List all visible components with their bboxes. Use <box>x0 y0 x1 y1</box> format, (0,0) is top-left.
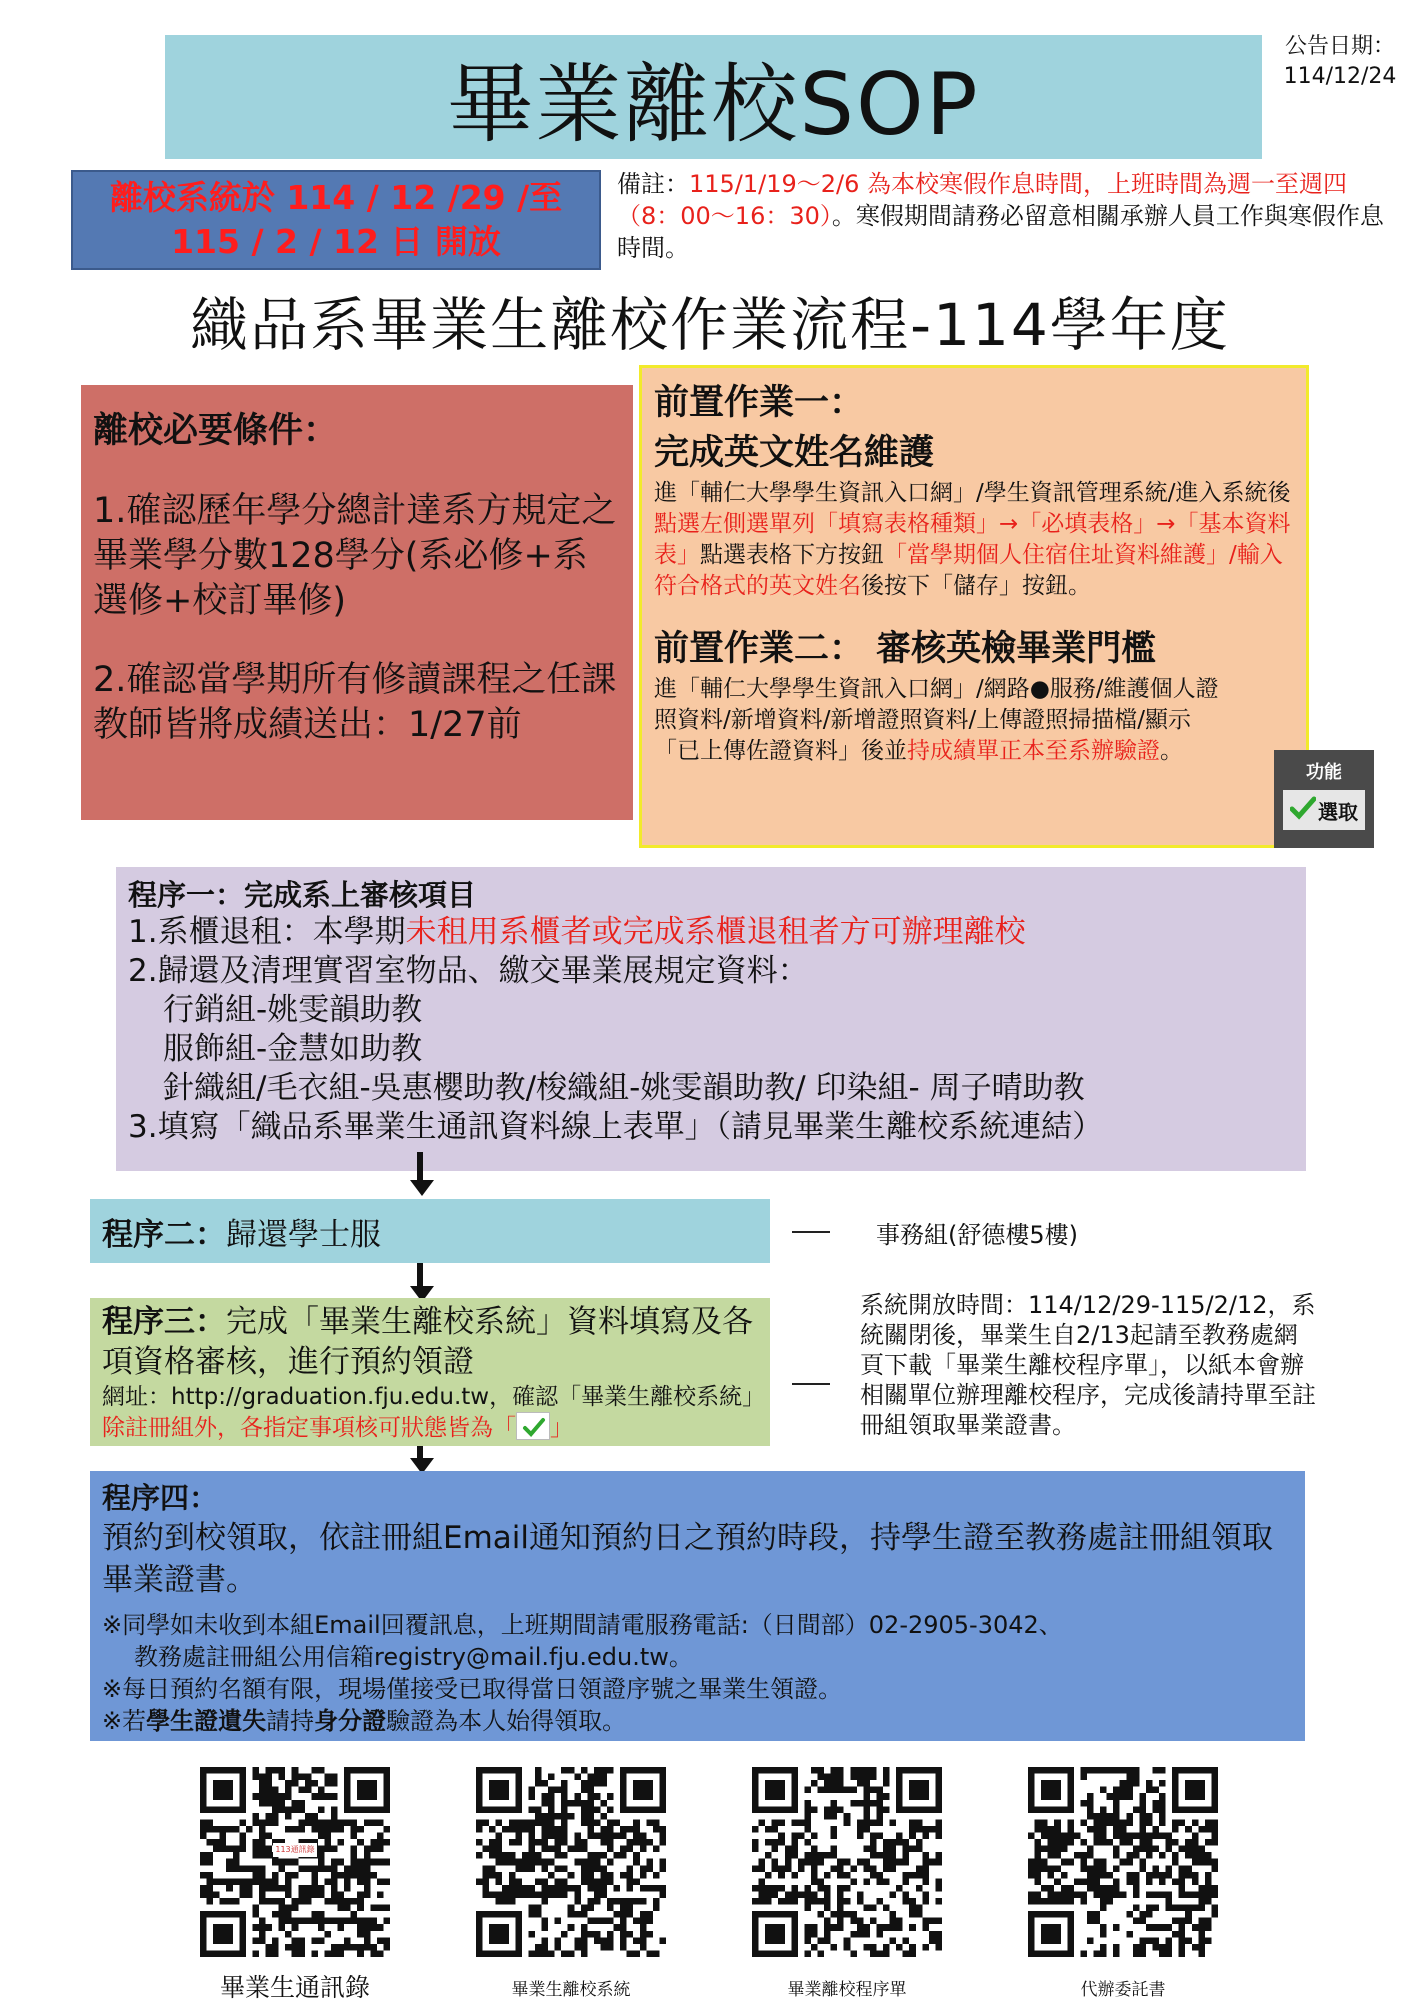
pre2-seg3: 。 <box>1160 738 1183 764</box>
step2-location: 事務組(舒德樓5樓) <box>876 1221 1078 1249</box>
check-icon <box>1290 796 1316 825</box>
qr-code-system[interactable] <box>476 1762 666 1966</box>
qr-code-icon <box>1028 1762 1218 1962</box>
arrow-down-icon <box>410 1442 430 1474</box>
step4-note3-d: 身分證 <box>314 1707 387 1735</box>
qr-caption-form: 畢業離校程序單 <box>787 1980 907 2000</box>
step4-panel <box>90 1471 1305 1741</box>
arrow-down-icon <box>410 1152 430 1196</box>
step3-main <box>102 1302 758 1382</box>
select-badge-label: 功能 <box>1306 762 1342 783</box>
system-open-notice <box>71 170 601 270</box>
requirement-grades: 2.確認當學期所有修讀課程之任課教師皆將成績送出：1/27前 <box>93 660 617 745</box>
flow-subtitle: 織品系畢業生離校作業流程-114學年度 <box>190 291 1230 359</box>
step4-note3-a: ※若 <box>102 1707 147 1735</box>
step1-line1-text: 1.系櫃退租：本學期 <box>128 914 406 950</box>
pre1-seg4: 「當學期個人住宿住址資料維護」/輸入符合格式的英文姓名 <box>654 542 1283 599</box>
notice-date-value: 114/12/24 <box>1283 64 1397 89</box>
qr-caption-system: 畢業生離校系統 <box>511 1980 631 2000</box>
requirements-title: 離校必要條件： <box>93 411 339 451</box>
arrow-down-icon <box>410 1262 430 1302</box>
step4-note3-e: 驗證為本人始得領取。 <box>386 1707 627 1735</box>
connector-dash <box>792 1383 830 1385</box>
pre1-body <box>654 478 1294 602</box>
pre2-seg1: 進「輔仁大學學生資訊入口網」/網路●服務/維護個人證照資料/新增資料/新增證照資料/上傳證照掃描檔/顯示「已上傳佐證資料」後並 <box>654 676 1219 764</box>
pre2-body <box>654 674 1294 767</box>
step2-panel <box>90 1199 770 1263</box>
step3-url-line <box>102 1382 766 1444</box>
select-function-badge <box>1274 750 1374 848</box>
qr-code-form[interactable] <box>752 1762 942 1966</box>
step1-line3: 行銷組-姚雯韻助教 <box>163 992 423 1028</box>
pre1-seg1: 進「輔仁大學學生資訊入口網」/學生資訊管理系統/進入系統後 <box>654 480 1291 506</box>
step4-note3 <box>102 1705 1293 1737</box>
checkbox-check-icon <box>516 1412 550 1440</box>
system-open-text: 離校系統於 114 / 12 /29 /至 115 / 2 / 12 日 開放 <box>109 178 563 261</box>
qr-center-label: 113通訊錄 <box>273 1843 317 1857</box>
qr-code-contacts[interactable] <box>200 1762 390 1966</box>
pre1-seg5: 後按下「儲存」按鈕。 <box>861 573 1091 599</box>
step1-line6: 3.填寫「織品系畢業生通訊資料線上表單」（請見畢業生離校系統連結） <box>128 1109 1104 1145</box>
pre1-title-line1: 前置作業一： <box>654 383 865 423</box>
step3-system-note: 系統開放時間：114/12/29-115/2/12，系統關閉後，畢業生自2/13起請至教務處網頁下載「畢業生離校程序單」，以紙本會辦相關單位辦理離校程序，完成後請持單至註冊組領取畢業證書。 <box>860 1291 1316 1439</box>
notice-date-label: 公告日期： <box>1284 34 1395 59</box>
step1-line1 <box>128 913 1294 952</box>
pre2-seg2: 持成績單正本至系辦驗證 <box>907 738 1160 764</box>
select-badge-text: 選取 <box>1318 799 1358 824</box>
step4-title: 程序四： <box>102 1481 219 1515</box>
step2-label: 程序二： <box>102 1216 226 1253</box>
step1-panel <box>116 867 1306 1171</box>
remark <box>617 168 1407 264</box>
step4-note2: ※每日預約名額有限，現場僅接受已取得當日領證序號之畢業生領證。 <box>102 1675 843 1703</box>
step4-note1: ※同學如未收到本組Email回覆訊息，上班期間請電服務電話:（日間部）02-2905-3042、 <box>102 1611 1063 1639</box>
pre1-title-line2: 完成英文姓名維護 <box>654 433 935 473</box>
step1-line1-red: 未租用系櫃者或完成系櫃退租者方可辦理離校 <box>405 914 1026 950</box>
step3-label: 程序三： <box>102 1304 226 1340</box>
step2-text: 歸還學士服 <box>226 1216 381 1253</box>
step3-url-text: 網址：http://graduation.fju.edu.tw，確認「畢業生離校系統」 <box>102 1384 766 1410</box>
select-button-image <box>1283 790 1365 830</box>
pre1-seg3: 點選表格下方按鈕 <box>700 542 884 568</box>
pre1-seg2: 點選左側選單列「填寫表格種類」→「必填表格」→「基本資料表」 <box>654 511 1291 568</box>
step1-line4: 服飾組-金慧如助教 <box>163 1031 423 1067</box>
requirement-credits: 1.確認歷年學分總計達系方規定之畢業學分數128學分(系必修+系選修+校訂畢修) <box>93 491 617 621</box>
page-title: 畢業離校SOP <box>447 55 980 155</box>
step4-main: 預約到校領取，依註冊組Email通知預約日之預約時段，持學生證至教務處註冊組領取畢業證書。 <box>102 1520 1274 1598</box>
qr-code-icon <box>752 1762 942 1962</box>
title-banner <box>165 35 1262 159</box>
step1-title: 程序一：完成系上審核項目 <box>128 878 477 912</box>
qr-caption-proxy: 代辦委託書 <box>1080 1980 1166 2000</box>
qr-code-proxy[interactable] <box>1028 1762 1218 1966</box>
prerequisite-panel <box>639 365 1309 848</box>
connector-dash <box>792 1231 830 1233</box>
step3-url-end: 」 <box>550 1415 573 1441</box>
qr-code-icon <box>200 1762 390 1962</box>
remark-rest: 。寒假期間請務必留意相關承辦人員工作與寒假作息時間。 <box>617 202 1384 262</box>
step4-note1b: 教務處註冊組公用信箱registry@mail.fju.edu.tw。 <box>134 1643 693 1671</box>
step1-line2: 2.歸還及清理實習室物品、繳交畢業展規定資料： <box>128 953 809 989</box>
pre2-title: 前置作業二： 審核英檢畢業門檻 <box>654 629 1157 669</box>
qr-code-icon <box>476 1762 666 1962</box>
remark-hours: 115/1/19～2/6 為本校寒假作息時間，上班時間為週一至週四（8：00～16：30） <box>617 170 1348 230</box>
requirements-panel <box>81 385 633 820</box>
step3-url-red: 除註冊組外，各指定事項核可狀態皆為「 <box>102 1415 516 1441</box>
step1-line5: 針織組/毛衣組-吳惠櫻助教/梭織組-姚雯韻助教/ 印染組- 周子晴助教 <box>163 1070 1085 1106</box>
remark-prefix: 備註： <box>617 170 689 198</box>
step3-panel <box>90 1298 770 1446</box>
notice-date <box>1270 32 1410 92</box>
qr-caption-contacts: 畢業生通訊錄 <box>219 1973 370 2000</box>
step4-note3-c: 請持 <box>266 1707 315 1735</box>
step3-text: 完成「畢業生離校系統」資料填寫及各項資格審核，進行預約領證 <box>102 1304 753 1380</box>
step4-note3-b: 學生證遺失 <box>146 1707 267 1735</box>
